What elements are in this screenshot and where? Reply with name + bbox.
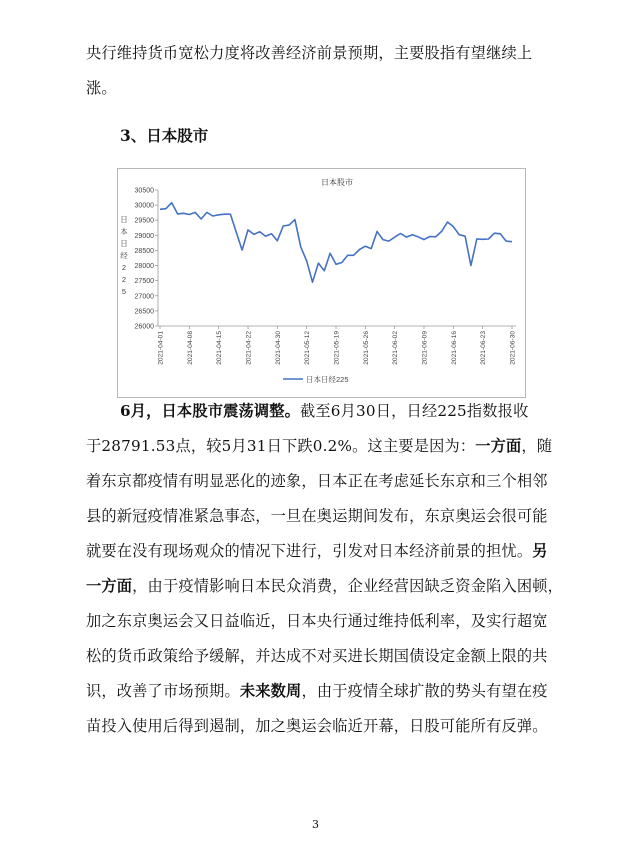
x-tick-label: 2021-06-09 — [421, 331, 429, 365]
y-axis-label-char: 本 — [120, 227, 128, 236]
june-line-9-a: 识，改善了市场预期。 — [86, 682, 240, 700]
page-number: 3 — [312, 818, 319, 831]
y-tick-label: 29500 — [134, 217, 154, 225]
x-tick-label: 2021-04-30 — [274, 331, 282, 365]
x-tick-label: 2021-04-22 — [245, 331, 253, 365]
y-tick-label: 27500 — [134, 278, 154, 286]
x-tick-label: 2021-05-12 — [304, 331, 312, 365]
y-tick-label: 30500 — [134, 187, 154, 195]
paragraph-june-line-8: 松的货币政策给予缓解，并达成不对买进长期国债设定金额上限的共 — [86, 647, 548, 665]
paragraph-june-line-3: 着东京都疫情有明显恶化的迹象，日本正在考虑延长东京和三个相邻 — [86, 472, 548, 490]
x-tick-label: 2021-04-08 — [186, 331, 194, 365]
paragraph-top-line-2: 涨。 — [86, 79, 117, 97]
y-axis-label-char: 5 — [121, 287, 127, 296]
x-tick-label: 2021-06-16 — [450, 331, 458, 365]
paragraph-top-line-1: 央行维持货币宽松力度将改善经济前景预期，主要股指有望继续上 — [86, 44, 533, 62]
paragraph-june-line-6 — [86, 575, 563, 596]
coming-weeks-bold: 未来数周 — [239, 682, 302, 700]
x-tick-label: 2021-05-19 — [333, 331, 341, 365]
june-lead-rest: 截至6月30日，日经225指数报收 — [300, 402, 529, 420]
y-tick-label: 29000 — [134, 232, 154, 240]
other-hand-bold-2: 一方面 — [86, 577, 133, 595]
y-tick-label: 28500 — [134, 247, 154, 255]
other-hand-bold-1: 另 — [532, 542, 548, 560]
y-tick-label: 30000 — [134, 202, 154, 210]
y-tick-label: 26500 — [134, 308, 154, 316]
y-tick-label: 27000 — [134, 293, 154, 301]
y-axis-label-char: 2 — [121, 263, 127, 272]
one-hand-bold: 一方面 — [475, 437, 522, 455]
y-axis-label-char: 经 — [120, 251, 128, 260]
x-tick-label: 2021-06-30 — [509, 331, 517, 365]
y-axis-label-char: 2 — [121, 275, 127, 284]
section-heading: 3、日本股市 — [120, 126, 209, 145]
y-tick-label: 26000 — [134, 323, 154, 331]
paragraph-june-line-9 — [86, 680, 548, 701]
chart-title: 日本股市 — [321, 178, 353, 187]
june-line-6-rest: ，由于疫情影响日本民众消费，企业经营因缺乏资金陷入困顿， — [132, 577, 564, 595]
series-line-nikkei225 — [160, 203, 512, 283]
x-tick-label: 2021-04-15 — [216, 331, 224, 365]
paragraph-june-line-7: 加之东京奥运会又日益临近，日本央行通过维持低利率，及实行超宽 — [86, 612, 548, 630]
x-tick-label: 2021-04-01 — [157, 331, 165, 365]
y-tick-label: 28000 — [134, 263, 154, 271]
paragraph-june-line-4: 县的新冠疫情准紧急事态，一旦在奥运期间发布，东京奥运会很可能 — [86, 507, 548, 525]
x-tick-label: 2021-05-26 — [362, 331, 370, 365]
nikkei-chart-svg — [118, 169, 525, 397]
paragraph-june-line-2 — [86, 435, 552, 456]
paragraph-june-line-1 — [120, 400, 528, 421]
june-lead-bold: 6月，日本股市震荡调整。 — [120, 402, 301, 420]
nikkei-chart — [117, 168, 526, 398]
x-tick-label: 2021-06-02 — [392, 331, 400, 365]
june-line-2-a: 于28791.53点，较5月31日下跌0.2%。这主要是因为： — [86, 437, 476, 455]
paragraph-june-line-10: 苗投入使用后得到遏制，加之奥运会临近开幕，日股可能所有反弹。 — [86, 717, 548, 735]
y-axis-label-char: 日 — [120, 239, 128, 248]
june-line-5-a: 就要在没有现场观众的情况下进行，引发对日本经济前景的担忧。 — [86, 542, 533, 560]
legend-label: 日本日经225 — [306, 375, 349, 384]
june-line-2-b: ，随 — [521, 437, 553, 455]
june-line-9-b: ，由于疫情全球扩散的势头有望在疫 — [301, 682, 548, 700]
x-tick-label: 2021-06-23 — [480, 331, 488, 365]
paragraph-june-line-5 — [86, 540, 548, 561]
y-axis-label-char: 日 — [120, 215, 128, 224]
